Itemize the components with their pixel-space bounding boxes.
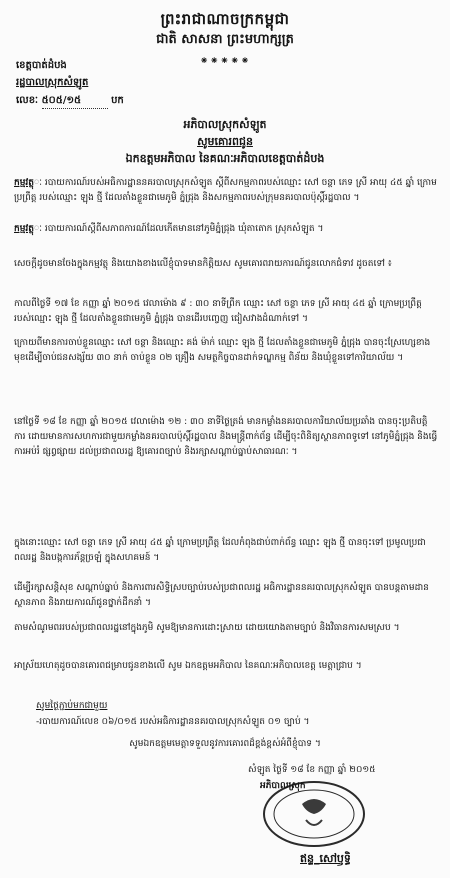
body-paragraph-2: កាលពីថ្ងៃទី ១៧ ខែ កញ្ញា ឆ្នាំ ២០១៥ វេលាម៉ោង ៩ : ៣០ នាទីព្រឹក ឈ្មោះ សៅ ចន្ថា ភេទ ស្រី អាយុ ៤៥ ឆ្នាំ ក្រោមប្រព្រឹត្ត របស់ឈ្មោះ ឡុង ថ្មី ដែលតាំងខ្លួនជាមេភូមិ ភ្នំជ្រុង បានដើរបញ្ចេញ ជៀសវាងដំណាក់ទៅ ។ bbox=[14, 299, 422, 324]
attachment-item: -របាយការណ៍លេខ ០៦/០១៥ របស់អធិការដ្ឋាននគរបាលស្រុកសំឡូត ០១ ច្បាប់ ។ bbox=[36, 717, 310, 727]
body-paragraph-3: ក្រោយពីមានការចាប់ខ្លួនឈ្មោះ សៅ ចន្ថា និងឈ្មោះ គង់ ម៉ាក់ ឈ្មោះ ឡុង ថ្មី ដែលតាំងខ្លួនជាមេភូមិ ភ្នំជ្រុង បានចុះស្រែហ្សេខាងមុខដើម្បីចាប់ជនសង្ស័យ ៣០ នាក់ ចាប់ខ្លួន ០២ គ្រឿង សមត្ថកិច្ចបានដាក់ទណ្ឌកម្ម ពិន័យ និងឃុំខ្លួនទៅការិយាល័យ ។ bbox=[14, 338, 431, 363]
recipient-title: ឯកឧត្តមអភិបាល នៃគណៈអភិបាលខេត្តបាត់ដំបង bbox=[125, 152, 325, 165]
attachments-label: សូមថ្ងៃភ្ជាប់មកជាមួយ bbox=[36, 701, 108, 711]
reference-number-label: លេខៈ bbox=[16, 95, 39, 106]
reference-label: កម្មវត្ថុ bbox=[14, 224, 34, 234]
body-paragraph-5: ក្នុងនោះឈ្មោះ សៅ ចន្ថា ភេទ ស្រី អាយុ ៤៥ ឆ្នាំ ក្រោមប្រព្រឹត្ត ដែលកំពុងជាប់ពាក់ព័ន្ធ ឈ្មោះ ឡុង ថ្មី បានចុះទៅ ប្រមូលប្រជាពលរដ្ឋ និងបង្កការភ័ន្តច្រឡំ ក្នុងសហគមន៍ ។ bbox=[14, 538, 426, 563]
national-motto: ជាតិ សាសនា ព្រះមហាក្សត្រ bbox=[156, 32, 294, 47]
sender-title: អភិបាលស្រុកសំឡូត bbox=[183, 118, 267, 131]
signature-office: អភិបាលស្រុក bbox=[260, 781, 306, 791]
subject-text: ៈ របាយការណ៍របស់អធិការដ្ឋាននគរបាលស្រុកសំឡូត ស្តីពីសកម្មភាពរបស់ឈ្មោះ សៅ ចន្ថា ភេទ ស្រី អាយុ ៤៥ ឆ្នាំ ក្រោមប្រព្រឹត្ត របស់ឈ្មោះ ឡុង ថ្មី ដែលតាំងខ្លួនជាមេភូមិ ភ្នំជ្រុង និងសកម្មភាពរបស់ក្រុមនគរបាលប៉ុស្តិ៍រដ្ឋបាល ។ bbox=[14, 178, 437, 203]
subject-label: កម្មវត្ថុ bbox=[14, 178, 34, 188]
body-paragraph-7: តាមសំណូមពររបស់ប្រជាពលរដ្ឋនៅក្នុងភូមិ សូមឱ្យមានការដោះស្រាយ ដោយយោងតាមច្បាប់ និងវិធានការសមស្រប ។ bbox=[14, 623, 400, 633]
signature-date: សំឡូត ថ្ងៃទី ១៨ ខែ កញ្ញា ឆ្នាំ ២០១៥ bbox=[248, 765, 376, 775]
kingdom-title: ព្រះរាជាណាចក្រកម្ពុជា bbox=[160, 10, 290, 28]
sender-district: រដ្ឋបាលស្រុកសំឡូត bbox=[16, 77, 89, 88]
salutation: សូមគោរពជូន bbox=[197, 135, 253, 148]
body-paragraph-6: ដើម្បីរក្សាសន្តិសុខ សណ្តាប់ធ្នាប់ និងការពារសិទ្ធិស្របច្បាប់របស់ប្រជាពលរដ្ឋ អធិការដ្ឋាននគរបាលស្រុកសំឡូត បានបន្តតាមដានស្ថានភាព និងរាយការណ៍ជូនថ្នាក់ដឹកនាំ ។ bbox=[14, 583, 429, 608]
reference-number-value: ៥០៥/១៥ bbox=[42, 93, 108, 109]
reference-text: ៈ របាយការណ៍ស្តីពីសភាពការណ៍ដែលកើតមាននៅភូមិភ្នំជ្រុង ឃុំតាតោក ស្រុកសំឡូត ។ bbox=[34, 224, 324, 234]
body-paragraph-4: នៅថ្ងៃទី ១៨ ខែ កញ្ញា ឆ្នាំ ២០១៥ វេលាម៉ោង ១២ : ៣០ នាទីថ្ងៃត្រង់ មានកម្លាំងនគរបាលការិយាល័យប្រឆាំង បានចុះប្រតិបត្តិការ ដោយមានការសហការជាមួយកម្លាំងនគរបាលប៉ុស្តិ៍រដ្ឋបាល និងមន្ត្រីពាក់ព័ន្ធ ដើម្បីចុះពិនិត្យស្ថានភាពទូទៅ នៅភូមិភ្នំជ្រុង និងធ្វើការអប់រំ ផ្សព្វផ្សាយ ដល់ប្រជាពលរដ្ឋ ឱ្យគោរពច្បាប់ និងរក្សាសណ្តាប់ធ្នាប់សាធារណៈ ។ bbox=[14, 417, 438, 457]
reference-paragraph bbox=[14, 222, 438, 237]
subject-paragraph bbox=[14, 176, 438, 206]
reference-number bbox=[16, 93, 124, 109]
signer-name: ឥន្ទ_សៅឫទ្ធិ bbox=[300, 852, 351, 865]
reference-number-suffix: បក bbox=[111, 95, 124, 106]
header-flourish: ⁕⁕⁕⁕⁕ bbox=[199, 54, 251, 67]
closing-line: សូមឯកឧត្តមមេត្តាទទួលនូវការគោរពដ៏ខ្ពង់ខ្ពស់អំពីខ្ញុំបាទ ។ bbox=[129, 739, 321, 749]
body-paragraph-1: សេចក្តីដូចមានចែងក្នុងកម្មវត្ថុ និងយោងខាងលើខ្ញុំបាទមានកិត្តិយស សូមគោរពរាយការណ៍ជូនលោកជំទាវ ដូចតទៅ ៖ bbox=[14, 259, 392, 269]
sender-province: ខេត្តបាត់ដំបង bbox=[16, 60, 67, 71]
body-paragraph-8: អាស្រ័យហេតុដូចបានគោរពជម្រាបជូនខាងលើ សូម ឯកឧត្តមអភិបាល នៃគណៈអភិបាលខេត្ត មេត្តាជ្រាប ។ bbox=[14, 661, 362, 671]
